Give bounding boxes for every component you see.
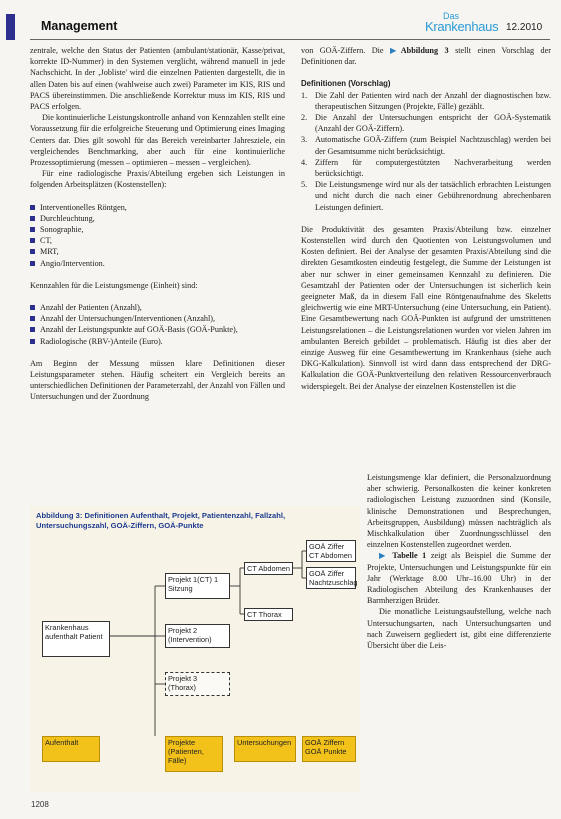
page-number: 1208 — [31, 800, 49, 809]
right-paragraph-3: Leistungsmenge klar definiert, die Personalzuordnung aber schwierig. Personalkosten die keiner konkreten radiologischen Leistung zuzuordnen sind (Konsile, klinische Demonstrationen und Besprechungen, Arbeitsgruppen, Ausbildung) müssen nachträglich als Mischkalkulation über Zuordnungsschlüssel den einzelnen Kostenstellen zugeordnet werden. — [367, 473, 551, 550]
left-column — [30, 45, 285, 403]
list-item: Anzahl der Leistungspunkte auf GOÄ-Basis (GOÄ-Punkte), — [30, 324, 285, 335]
legend-projects: Projekte (Patienten, Fälle) — [165, 736, 223, 772]
project-1-box: Projekt 1(CT) 1 Sitzung — [165, 573, 230, 599]
header-rule — [30, 39, 550, 40]
list-item: Sonographie, — [30, 224, 285, 235]
right-paragraph-2: Die Produktivität des gesamten Praxis/Abteilung bzw. einzelner Kostenstellen wird durch den Quotienten von Leistungsvolumen und Kosten definiert. Bei der Analyse der gesamten Praxis/Abteilung sind die direkten Gesamtkosten eindeutig festgelegt, die Summe der Leistungen ist aber nur schwer in einer gemeinsamen Kennzahl zu definieren. Die Gesamtzahl der Patienten oder der Untersuchungen ist sicherlich kein geeigneter Maß, da in diesem Fall eine Röntgenaufnahme des Skeletts gleichwertig wie eine MRT-Untersuchung (eine Untersuchung, ein Patient). Eine Gesamtbewertung nach GOÄ-Punkten ist aufgrund der umstrittenen Leistungsrelationen – die Leistungsrelationen wurden vor vielen Jahren im ambulanten Bereich gebildet – problematisch. Häufig ist dies aber der einzige Ausweg für eine Gesamtbewertung im Krankenhaus (siehe auch DKG-Kalkulation). Sinnvoll ist wird dann dass entsprechend der DRG-Kalkulation die GOÄ-Punktverteilung den relativen Ressourcenverbrauch widerspiegelt. Bei der Analyse der einzelnen Kostenstellen ist die — [301, 224, 551, 391]
legend-goae: GOÄ Ziffern GOÄ Punkte — [302, 736, 356, 762]
reference-arrow-icon: ▶ — [379, 551, 388, 561]
list-item: CT, — [30, 235, 285, 246]
goae-ct-abdomen-box: GOÄ Ziffer CT Abdomen — [306, 540, 356, 562]
figure-3 — [30, 506, 360, 792]
project-2-box: Projekt 2 (Intervention) — [165, 624, 230, 648]
project-3-box: Projekt 3 (Thorax) — [165, 672, 230, 696]
goae-nachtzuschlag-box: GOÄ Ziffer Nachtzuschlag — [306, 567, 356, 589]
journal-logo-small: Das — [443, 11, 460, 21]
left-paragraph-3: Für eine radiologische Praxis/Abteilung ergeben sich Leistungen in folgenden Arbeitsplätzen (Kostenstellen): — [30, 169, 285, 190]
journal-logo: Krankenhaus — [425, 19, 499, 34]
issue-date: 12.2010 — [506, 22, 543, 33]
list-item: Anzahl der Patienten (Anzahl), — [30, 302, 285, 313]
definitions-heading: Definitionen (Vorschlag) — [301, 79, 391, 89]
hospital-stay-box: Krankenhaus aufenthalt Patient — [42, 621, 110, 657]
list-item: Angio/Intervention. — [30, 258, 285, 269]
list-item: Durchleuchtung, — [30, 213, 285, 224]
section-title: Management — [41, 19, 118, 33]
table-reference-link[interactable]: Tabelle 1 — [392, 551, 427, 561]
list-item: Radiologische (RBV-)Anteile (Euro). — [30, 336, 285, 347]
figure-title: Abbildung 3: Definitionen Aufenthalt, Projekt, Patientenzahl, Fallzahl, Untersuchungszahl, GOÄ-Ziffern, GOÄ-Punkte — [36, 511, 286, 530]
list-item: 2. Die Anzahl der Untersuchungen entspricht der GOÄ-Systematik (Anzahl der GOÄ-Ziffern). — [301, 113, 551, 134]
right-paragraph-1: von GOÄ-Ziffern. Die ▶Abbildung 3 stellt einen Vorschlag der Definitionen dar. — [301, 46, 551, 67]
list-item: Anzahl der Untersuchungen/Interventionen (Anzahl), — [30, 313, 285, 324]
reference-arrow-icon: ▶ — [390, 46, 401, 55]
list-item: 1. Die Zahl der Patienten wird nach der Anzahl der diagnostischen bzw. therapeutischen Sitzungen (Projekte, Fälle) gezählt. — [301, 90, 551, 111]
left-paragraph-5: Am Beginn der Messung müssen klare Definitionen dieser Leistungsparameter stehen. Häufig scheitert ein Vergleich bereits an unterschiedlichen Definitionen der Parameterzahl, der Anzahl von Fällen und Untersuchungen und der Zuordnung — [30, 358, 285, 402]
left-paragraph-4: Kennzahlen für die Leistungsmenge (Einheit) sind: — [30, 280, 198, 290]
right-paragraph-4: ▶ Tabelle 1 zeigt als Beispiel die Summe der Projekte, Untersuchungen und Leistungspunkte für ein Jahr (Werktage 8.00 Uhr–16.00 Uhr) in der Radiologischen Abteilung des Krankenhauses der Barmherzigen Brüder. — [367, 551, 551, 606]
right-column-lower — [367, 472, 551, 651]
cost-center-list — [30, 202, 285, 269]
section-color-bar — [6, 14, 15, 40]
ct-abdomen-box: CT Abdomen — [244, 562, 293, 575]
list-item: 5. Die Leistungsmenge wird nur als der tatsächlich erbrachten Leistungen und nicht durch die nach einer Gebührenordnung abrechenbaren Leistungen definiert. — [301, 180, 551, 212]
list-item: Interventionelles Röntgen, — [30, 202, 285, 213]
figure-reference-link[interactable]: Abbildung 3 — [400, 46, 449, 55]
definitions-list — [301, 90, 551, 213]
right-paragraph-5: Die monatliche Leistungsaufstellung, welche nach Untersuchungsarten, nach Untersuchungsarten und nach Zuweisern gegliedert ist, gibt eine differenzierte Übersicht über die Leis- — [367, 607, 551, 651]
right-column — [301, 45, 551, 392]
left-intro-paragraph: zentrale, welche den Status der Patienten (ambulant/stationär, Kasse/privat, korrekte ID-Nummer) in den Systemen verglicht, während manuell in jede Nachschicht. In der ‚Jobliste' wird die einzelnen Patienten dargestellt, die in allen Daten bis auf einen (wahlweise auch zwei) Parameter im KIS, RIS und PACS übereinstimmen. Die anschließende Korrektur muss im KIS, RIS und PACS erfolgen. — [30, 46, 285, 112]
legend-stay: Aufenthalt — [42, 736, 100, 762]
ct-thorax-box: CT Thorax — [244, 608, 293, 621]
page-header — [0, 0, 561, 42]
metric-list — [30, 302, 285, 347]
left-paragraph-2: Die kontinuierliche Leistungskontrolle anhand von Kennzahlen stellt eine Voraussetzung für die erfolgreiche Steuerung und Optimierung eines Imaging Centers dar. Dies gilt sowohl für das Bereich vereinbarter Jahresziele, ein vergleichendes Benchmarking, aber auch für eine kontinuierliche Prozessoptimierung (messen – optimieren – messen – vergleichen). — [30, 113, 285, 168]
list-item: 4. Ziffern für computergestützten Nachverarbeitung werden berücksichtigt. — [301, 157, 551, 179]
list-item: MRT, — [30, 246, 285, 257]
list-item: 3. Automatische GOÄ-Ziffern (zum Beispiel Nachtzuschlag) werden bei der Gesamtsumme nicht berücksichtigt. — [301, 135, 551, 156]
legend-examinations: Untersuchungen — [234, 736, 296, 762]
